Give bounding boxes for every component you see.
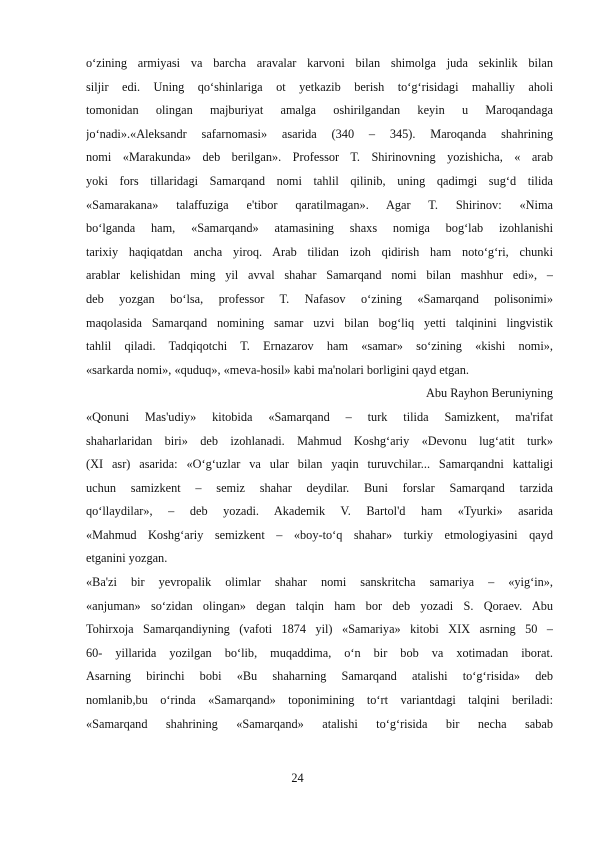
text-line: qo‘llaydilar», – deb yozadi. Akademik V. Bartol'd ham «Tyurki» asarida	[86, 504, 553, 519]
text-line: «Mahmud Koshg‘ariy semizkent – «boy-to‘q shahar» turkiy etmologiyasini qayd	[86, 527, 553, 542]
text-line: tahlil qiladi. Tadqiqotchi T. Ernazarov ham «samar» so‘zining «kishi nomi»,	[86, 339, 553, 354]
text-line: nomlanib,bu o‘rinda «Samarqand» toponimining to‘rt variantdagi talqini beriladi:	[86, 693, 553, 708]
text-line: bo‘lganda ham, «Samarqand» atamasining shaxs nomiga bog‘lab izohlanishi	[86, 221, 553, 236]
text-line: 60- yillarida yozilgan bo‘lib, muqaddima, o‘n bir bob va xotimadan iborat.	[86, 645, 553, 660]
text-line: «sarkarda nomi», «quduq», «meva-hosil» kabi ma'nolari borligini qayd etgan.	[86, 362, 469, 377]
text-line: tarixiy haqiqatdan ancha yiroq. Arab tilidan izoh qidirish ham noto‘g‘ri, chunki	[86, 244, 553, 259]
text-line: maqolasida Samarqand nomining samar uzvi bilan bog‘liq yetti talqinini lingvistik	[86, 315, 553, 330]
text-line: (XI asr) asarida: «O‘g‘uzlar va ular bilan yaqin turuvchilar... Samarqandni kattaligi	[86, 457, 553, 472]
text-line: siljir edi. Uning qo‘shinlariga ot yetkazib berish to‘g‘risidagi mahalliy aholi	[86, 79, 553, 94]
text-line: arablar kelishidan ming yil avval shahar Samarqand nomi bilan mashhur edi», –	[86, 268, 553, 283]
text-line: Abu Rayhon Beruniyning	[425, 386, 553, 401]
text-line: shaharlaridan biri» deb izohlanadi. Mahmud Koshg‘ariy «Devonu lug‘atit turk»	[86, 433, 553, 448]
text-line: Asarning birinchi bobi «Bu shaharning Samarqand atalishi to‘g‘risida» deb	[86, 669, 553, 684]
text-line: «Qonuni Mas'udiy» kitobida «Samarqand – turk tilida Samizkent, ma'rifat	[86, 409, 553, 424]
text-line: etganini yozgan.	[86, 551, 168, 566]
text-line: Tohirxoja Samarqandiyning (vafoti 1874 yil) «Samariya» kitobi XIX asrning 50 –	[86, 622, 553, 637]
text-line: jo‘nadi».«Aleksandr safarnomasi» asarida (340 – 345). Maroqanda shahrining	[86, 126, 553, 141]
text-line: uchun samizkent – semiz shahar deydilar. Buni forslar Samarqand tarzida	[86, 480, 553, 495]
text-line: nomi «Marakunda» deb berilgan». Professor T. Shirinovning yozishicha, « arab	[86, 150, 553, 165]
text-line: «Samarqand shahrining «Samarqand» atalishi to‘g‘risida bir necha sabab	[86, 716, 553, 731]
text-line: «anjuman» so‘zidan olingan» degan talqin ham bor deb yozadi S. Qoraev. Abu	[86, 598, 553, 613]
text-line: «Samarakana» talaffuziga e'tibor qaratilmagan». Agar T. Shirinov: «Nima	[86, 197, 553, 212]
text-line: deb yozgan bo‘lsa, professor T. Nafasov o‘zining «Samarqand polisonimi»	[86, 291, 553, 306]
text-line: yoki fors tillaridagi Samarqand nomi tahlil qilinib, uning qadimgi sug‘d tilida	[86, 173, 553, 188]
page-number: 24	[291, 771, 304, 785]
text-line: tomonidan olingan majburiyat amalga oshirilgandan keyin u Maroqandaga	[86, 103, 553, 118]
text-line: «Ba'zi bir yevropalik olimlar shahar nomi sanskritcha samariya – «yig‘in»,	[86, 575, 553, 590]
text-line: o‘zining armiyasi va barcha aravalar karvoni bilan shimolga juda sekinlik bilan	[86, 56, 553, 70]
body-text	[86, 52, 553, 736]
